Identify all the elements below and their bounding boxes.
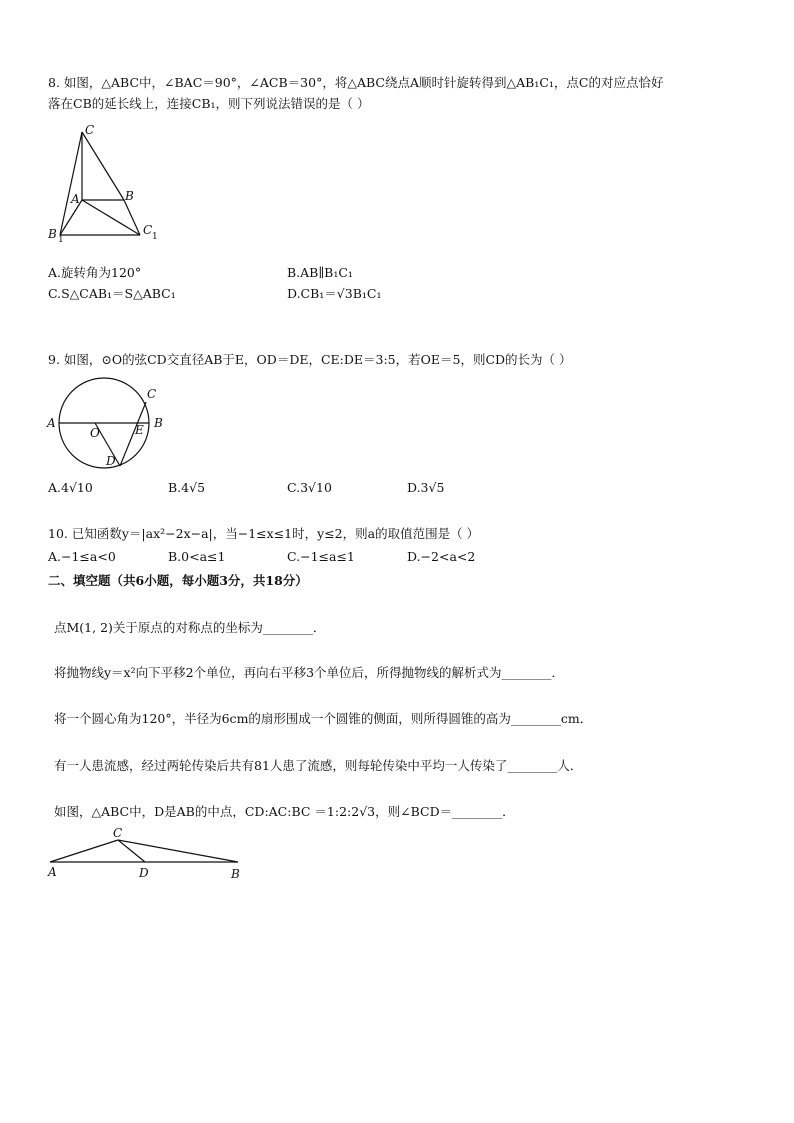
q8-label-C1-sub: 1 bbox=[152, 232, 158, 242]
q15-label-C: C bbox=[113, 826, 123, 840]
q15-label-B: B bbox=[231, 867, 240, 881]
q11-text: 点M(1, 2)关于原点的对称点的坐标为________． bbox=[54, 620, 326, 635]
q8-option-d: D.CB₁＝√3B₁C₁ bbox=[287, 286, 382, 301]
q13-text: 将一个圆心角为120°，半径为6cm的扇形围成一个圆锥的侧面，则所得圆锥的高为________cm． bbox=[54, 711, 593, 726]
q10-option-a: A.−1≤a<0 bbox=[48, 549, 116, 564]
q10-option-b: B.0<a≤1 bbox=[168, 549, 226, 564]
q9-option-d: D.3√5 bbox=[407, 480, 445, 495]
q8-label-B: B bbox=[125, 189, 134, 203]
q8-line1: 8. 如图，△ABC中，∠BAC＝90°，∠ACB＝30°，将△ABC绕点A顺时针旋转得到△AB₁C₁，点C的对应点恰好 bbox=[48, 75, 664, 90]
q15-label-D: D bbox=[139, 866, 149, 880]
q12-text: 将抛物线y＝x²向下平移2个单位，再向右平移3个单位后，所得抛物线的解析式为________． bbox=[54, 665, 565, 680]
q9-label-A: A bbox=[47, 416, 56, 430]
q8-label-C1: C bbox=[143, 223, 153, 237]
q8-option-b: B.AB∥B₁C₁ bbox=[287, 265, 353, 280]
q10-option-c: C.−1≤a≤1 bbox=[287, 549, 355, 564]
q9-label-C: C bbox=[147, 387, 157, 401]
q14-text: 有一人患流感，经过两轮传染后共有81人患了流感，则每轮传染中平均一人传染了________人． bbox=[54, 758, 583, 773]
q15-text: 如图，△ABC中，D是AB的中点，CD:AC:BC ＝1:2:2√3，则∠BCD＝________． bbox=[54, 804, 515, 819]
q8-label-B1-sub: 1 bbox=[58, 235, 64, 245]
q9-label-B: B bbox=[154, 416, 163, 430]
q10-text: 10. 已知函数y＝|ax²−2x−a|，当−1≤x≤1时，y≤2，则a的取值范围是（ ） bbox=[48, 526, 480, 541]
q9-label-E: E bbox=[135, 423, 144, 437]
q8-label-A: A bbox=[71, 192, 80, 206]
q9-label-O: O bbox=[90, 426, 100, 440]
q8-label-B1: B bbox=[48, 227, 57, 241]
q8-option-a: A.旋转角为120° bbox=[48, 265, 142, 280]
q9-option-c: C.3√10 bbox=[287, 480, 332, 495]
q8-line2: 落在CB的延长线上，连接CB₁，则下列说法错误的是（ ） bbox=[48, 96, 370, 111]
q15-label-A: A bbox=[48, 865, 57, 879]
q8-option-c: C.S△CAB₁＝S△ABC₁ bbox=[48, 286, 176, 301]
q9-option-a: A.4√10 bbox=[48, 480, 93, 495]
q9-label-D: D bbox=[106, 454, 116, 468]
q9-text: 9. 如图，⊙O的弦CD交直径AB于E，OD＝DE，CE:DE＝3:5，若OE＝5，则CD的长为（ ） bbox=[48, 352, 572, 367]
section-title: 二、填空题（共6小题，每小题3分，共18分） bbox=[48, 573, 308, 588]
q9-option-b: B.4√5 bbox=[168, 480, 206, 495]
q8-label-C: C bbox=[85, 123, 95, 137]
q10-option-d: D.−2<a<2 bbox=[407, 549, 476, 564]
